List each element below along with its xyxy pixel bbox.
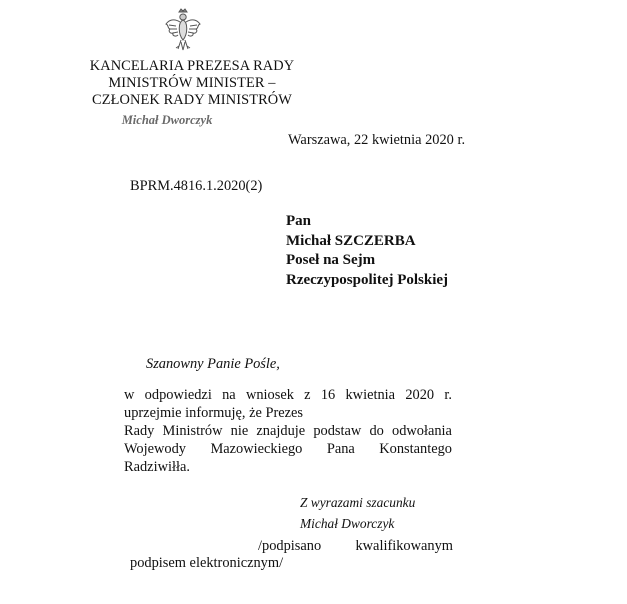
letterhead-line: CZŁONEK RADY MINISTRÓW (92, 92, 292, 108)
polish-eagle-emblem-icon (164, 8, 202, 52)
letterhead-signatory: Michał Dworczyk (121, 113, 213, 127)
body-word: Ministrów (162, 423, 223, 439)
signature-word: kwalifikowanym (355, 538, 453, 554)
body-line-2: uprzejmie informuję, że Prezes (124, 405, 304, 421)
body-word: Mazowieckiego (210, 441, 303, 457)
body-word: podstaw (313, 423, 362, 439)
recipient-line: Pan (286, 213, 312, 229)
letterhead-line: KANCELARIA PREZESA RADY (89, 58, 295, 74)
recipient-block (286, 212, 448, 290)
salutation: Szanowny Panie Pośle, (146, 356, 280, 372)
body-word: Pana (326, 441, 355, 457)
body-word: w (124, 387, 135, 403)
body-line-5: Radziwiłła. (124, 459, 190, 475)
signature-note-line-2: podpisem elektronicznym/ (130, 555, 284, 571)
body-word: 16 (320, 387, 336, 403)
body-word: odwołania (392, 423, 452, 439)
body-word: z (304, 387, 311, 403)
body-line-4 (124, 440, 452, 458)
signature-word: /podpisano (258, 538, 322, 554)
recipient-line: Rzeczypospolitej Polskiej (286, 271, 449, 288)
body-word: odpowiedzi (144, 387, 212, 403)
body-word: 2020 (405, 387, 435, 403)
body-word: Wojewody (124, 441, 186, 457)
signature-note-line-1 (258, 538, 453, 555)
place-date: Warszawa, 22 kwietnia 2020 r. (288, 132, 466, 148)
body-word: Rady (124, 423, 155, 439)
body-line-3 (124, 422, 452, 440)
body-word: znajduje (256, 423, 306, 439)
body-word: kwietnia (345, 387, 396, 403)
body-word: do (369, 423, 384, 439)
recipient-line: Michał SZCZERBA (286, 232, 416, 249)
body-word: r. (444, 387, 452, 403)
body-line-1 (124, 386, 452, 404)
reference-number: BPRM.4816.1.2020(2) (130, 178, 263, 194)
letterhead-line: MINISTRÓW MINISTER – (108, 75, 276, 91)
body-word: nie (230, 423, 249, 439)
letterhead (86, 58, 298, 109)
body-word: na (222, 387, 236, 403)
closing-name: Michał Dworczyk (300, 516, 395, 531)
closing-regards: Z wyrazami szacunku (300, 495, 416, 510)
body-word: Konstantego (379, 441, 452, 457)
body-word: wniosek (245, 387, 294, 403)
recipient-line: Poseł na Sejm (286, 252, 376, 268)
